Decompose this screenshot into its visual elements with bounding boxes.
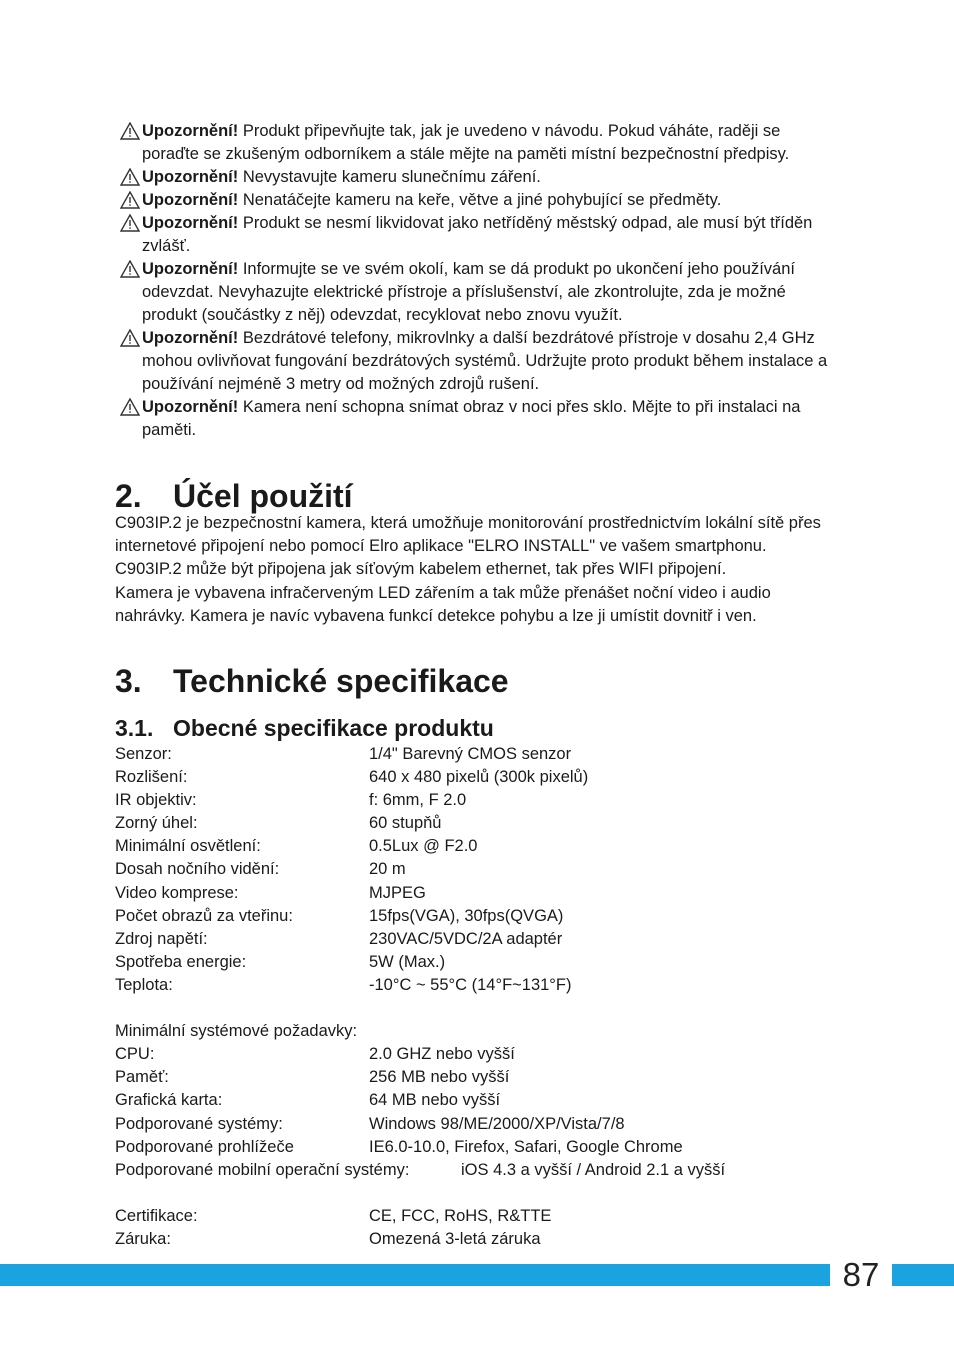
spec-key: Certifikace: (115, 1206, 198, 1225)
spec-row (115, 835, 835, 858)
spec-value: 0.5Lux @ F2.0 (369, 837, 478, 856)
spec-value: MJPEG (369, 883, 426, 902)
spec-value: -10°C ~ 55°C (14°F~131°F) (369, 975, 572, 994)
spec-value: IE6.0-10.0, Firefox, Safari, Google Chrome (369, 1137, 683, 1156)
spec-row (115, 1066, 835, 1089)
section-number: 3. (115, 663, 142, 699)
spec-key: Dosah nočního vidění: (115, 860, 280, 879)
spec-key: Video komprese: (115, 883, 239, 902)
spec-value: 640 x 480 pixelů (300k pixelů) (369, 768, 589, 787)
spec-value: 20 m (369, 860, 406, 879)
warning-text: Produkt připevňujte tak, jak je uvedeno v návodu. Pokud váháte, raději se poraďte se zkušeným odborníkem a stále mějte na paměti místní bezpečnostní předpisy. (142, 122, 790, 163)
spec-row (115, 905, 835, 928)
spec-value: Windows 98/ME/2000/XP/Vista/7/8 (369, 1114, 625, 1133)
warning-label: Upozornění! (142, 168, 239, 186)
spec-key: Podporované systémy: (115, 1114, 283, 1133)
spec-key: Spotřeba energie: (115, 952, 247, 971)
spec-key: Teplota: (115, 975, 173, 994)
system-requirements-label: Minimální systémové požadavky: (115, 1022, 358, 1041)
spec-row (115, 974, 835, 997)
section-title: Technické specifikace (173, 663, 509, 699)
warning-item (120, 396, 840, 442)
spec-value: 64 MB nebo vyšší (369, 1091, 501, 1110)
section-3-heading (115, 661, 509, 701)
spec-row (115, 1228, 835, 1251)
spacer (115, 1182, 835, 1205)
spec-value: 60 stupňů (369, 814, 442, 833)
spec-row (115, 882, 835, 905)
spec-key: Zorný úhel: (115, 814, 198, 833)
warning-item (120, 258, 840, 327)
spec-value: 2.0 GHZ nebo vyšší (369, 1045, 515, 1064)
spec-key: Zdroj napětí: (115, 929, 208, 948)
warning-label: Upozornění! (142, 260, 239, 278)
subsection-number: 3.1. (115, 715, 154, 741)
warning-triangle-icon (120, 214, 140, 232)
warning-item (120, 212, 840, 258)
spec-key: Grafická karta: (115, 1091, 223, 1110)
spec-row (115, 858, 835, 881)
warning-item (120, 166, 840, 189)
page-number: 87 (842, 1256, 880, 1293)
warning-text: Informujte se ve svém okolí, kam se dá produkt po ukončení jeho používání odevzdat. Nevyhazujte elektrické přístroje a příslušenství, ale zkontrolujte, zda je možné produkt (součástky z něj) odevzdat, recyklovat nebo znovu využít. (142, 260, 795, 324)
section-title: Účel použití (173, 478, 353, 514)
spec-row (115, 789, 835, 812)
warning-label: Upozornění! (142, 122, 239, 140)
spec-table (115, 743, 835, 1251)
spec-row (115, 1113, 835, 1136)
spec-value: Omezená 3-letá záruka (369, 1229, 541, 1248)
spec-key: Rozlišení: (115, 768, 188, 787)
spec-key: Senzor: (115, 745, 172, 763)
warning-triangle-icon (120, 398, 140, 416)
spec-key: CPU: (115, 1045, 155, 1064)
spec-value: 15fps(VGA), 30fps(QVGA) (369, 906, 564, 925)
paragraph: C903IP.2 je bezpečnostní kamera, která umožňuje monitorování prostřednictvím lokální sítě přes internetové připojení nebo pomocí Elro aplikace "ELRO INSTALL" ve vašem smartphonu. C903IP.2 může být připojena jak síťovým kabelem ethernet, tak přes WIFI připojení. (115, 514, 821, 579)
spec-key: Záruka: (115, 1229, 171, 1248)
section-2-body (115, 512, 835, 628)
warning-triangle-icon (120, 260, 140, 278)
spec-value: 256 MB nebo vyšší (369, 1068, 510, 1087)
warning-triangle-icon (120, 329, 140, 347)
spec-key: IR objektiv: (115, 791, 197, 810)
warning-triangle-icon (120, 191, 140, 209)
warnings-list (120, 120, 840, 442)
spec-row (115, 743, 835, 766)
warning-label: Upozornění! (142, 191, 239, 209)
spec-value: iOS 4.3 a vyšší / Android 2.1 a vyšší (461, 1160, 726, 1179)
system-requirements-heading (115, 1020, 835, 1043)
spec-row (115, 1089, 835, 1112)
warning-item (120, 327, 840, 396)
paragraph: Kamera je vybavena infračerveným LED zářením a tak může přenášet noční video i audio nahrávky. Kamera je navíc vybavena funkcí detekce pohybu a lze ji umístit dovnitř i ven. (115, 583, 771, 625)
warning-label: Upozornění! (142, 398, 239, 416)
spec-key: Paměť: (115, 1068, 169, 1087)
spec-key: Podporované prohlížeče (115, 1137, 294, 1156)
warning-label: Upozornění! (142, 329, 239, 347)
warning-triangle-icon (120, 122, 140, 140)
spec-row (115, 951, 835, 974)
spec-row (115, 766, 835, 789)
warning-text: Nevystavujte kameru slunečnímu záření. (238, 168, 541, 186)
warning-text: Kamera není schopna snímat obraz v noci přes sklo. Mějte to při instalaci na paměti. (142, 398, 801, 439)
warning-item (120, 189, 840, 212)
warning-text: Produkt se nesmí likvidovat jako netříděný městský odpad, ale musí být tříděn zvlášť. (142, 214, 813, 255)
spec-row (115, 812, 835, 835)
spec-value: 5W (Max.) (369, 952, 446, 971)
spec-row (115, 928, 835, 951)
section-2-heading (115, 476, 353, 516)
warning-label: Upozornění! (142, 214, 239, 232)
spec-value: CE, FCC, RoHS, R&TTE (369, 1206, 552, 1225)
spec-value: 1/4" Barevný CMOS senzor (369, 745, 572, 763)
warning-text: Bezdrátové telefony, mikrovlnky a další bezdrátové přístroje v dosahu 2,4 GHz mohou ovlivňovat fungování bezdrátových systémů. Udržujte proto produkt během instalace a používání nejméně 3 metry od možných zdrojů rušení. (142, 329, 828, 393)
spec-row (115, 1043, 835, 1066)
spacer (115, 997, 835, 1020)
warning-item (120, 120, 840, 166)
subsection-title: Obecné specifikace produktu (173, 715, 494, 741)
spec-row (115, 1205, 835, 1228)
spec-row (115, 1136, 835, 1159)
spec-key: Počet obrazů za vteřinu: (115, 906, 293, 925)
footer-accent-bar (0, 1264, 954, 1286)
section-number: 2. (115, 478, 142, 514)
subsection-heading (115, 714, 494, 742)
warning-triangle-icon (120, 168, 140, 186)
warning-text: Nenatáčejte kameru na keře, větve a jiné pohybující se předměty. (238, 191, 722, 209)
spec-row (115, 1159, 835, 1182)
spec-key: Minimální osvětlení: (115, 837, 261, 856)
spec-key: Podporované mobilní operační systémy: (115, 1160, 410, 1179)
spec-value: f: 6mm, F 2.0 (369, 791, 467, 810)
spec-value: 230VAC/5VDC/2A adaptér (369, 929, 563, 948)
